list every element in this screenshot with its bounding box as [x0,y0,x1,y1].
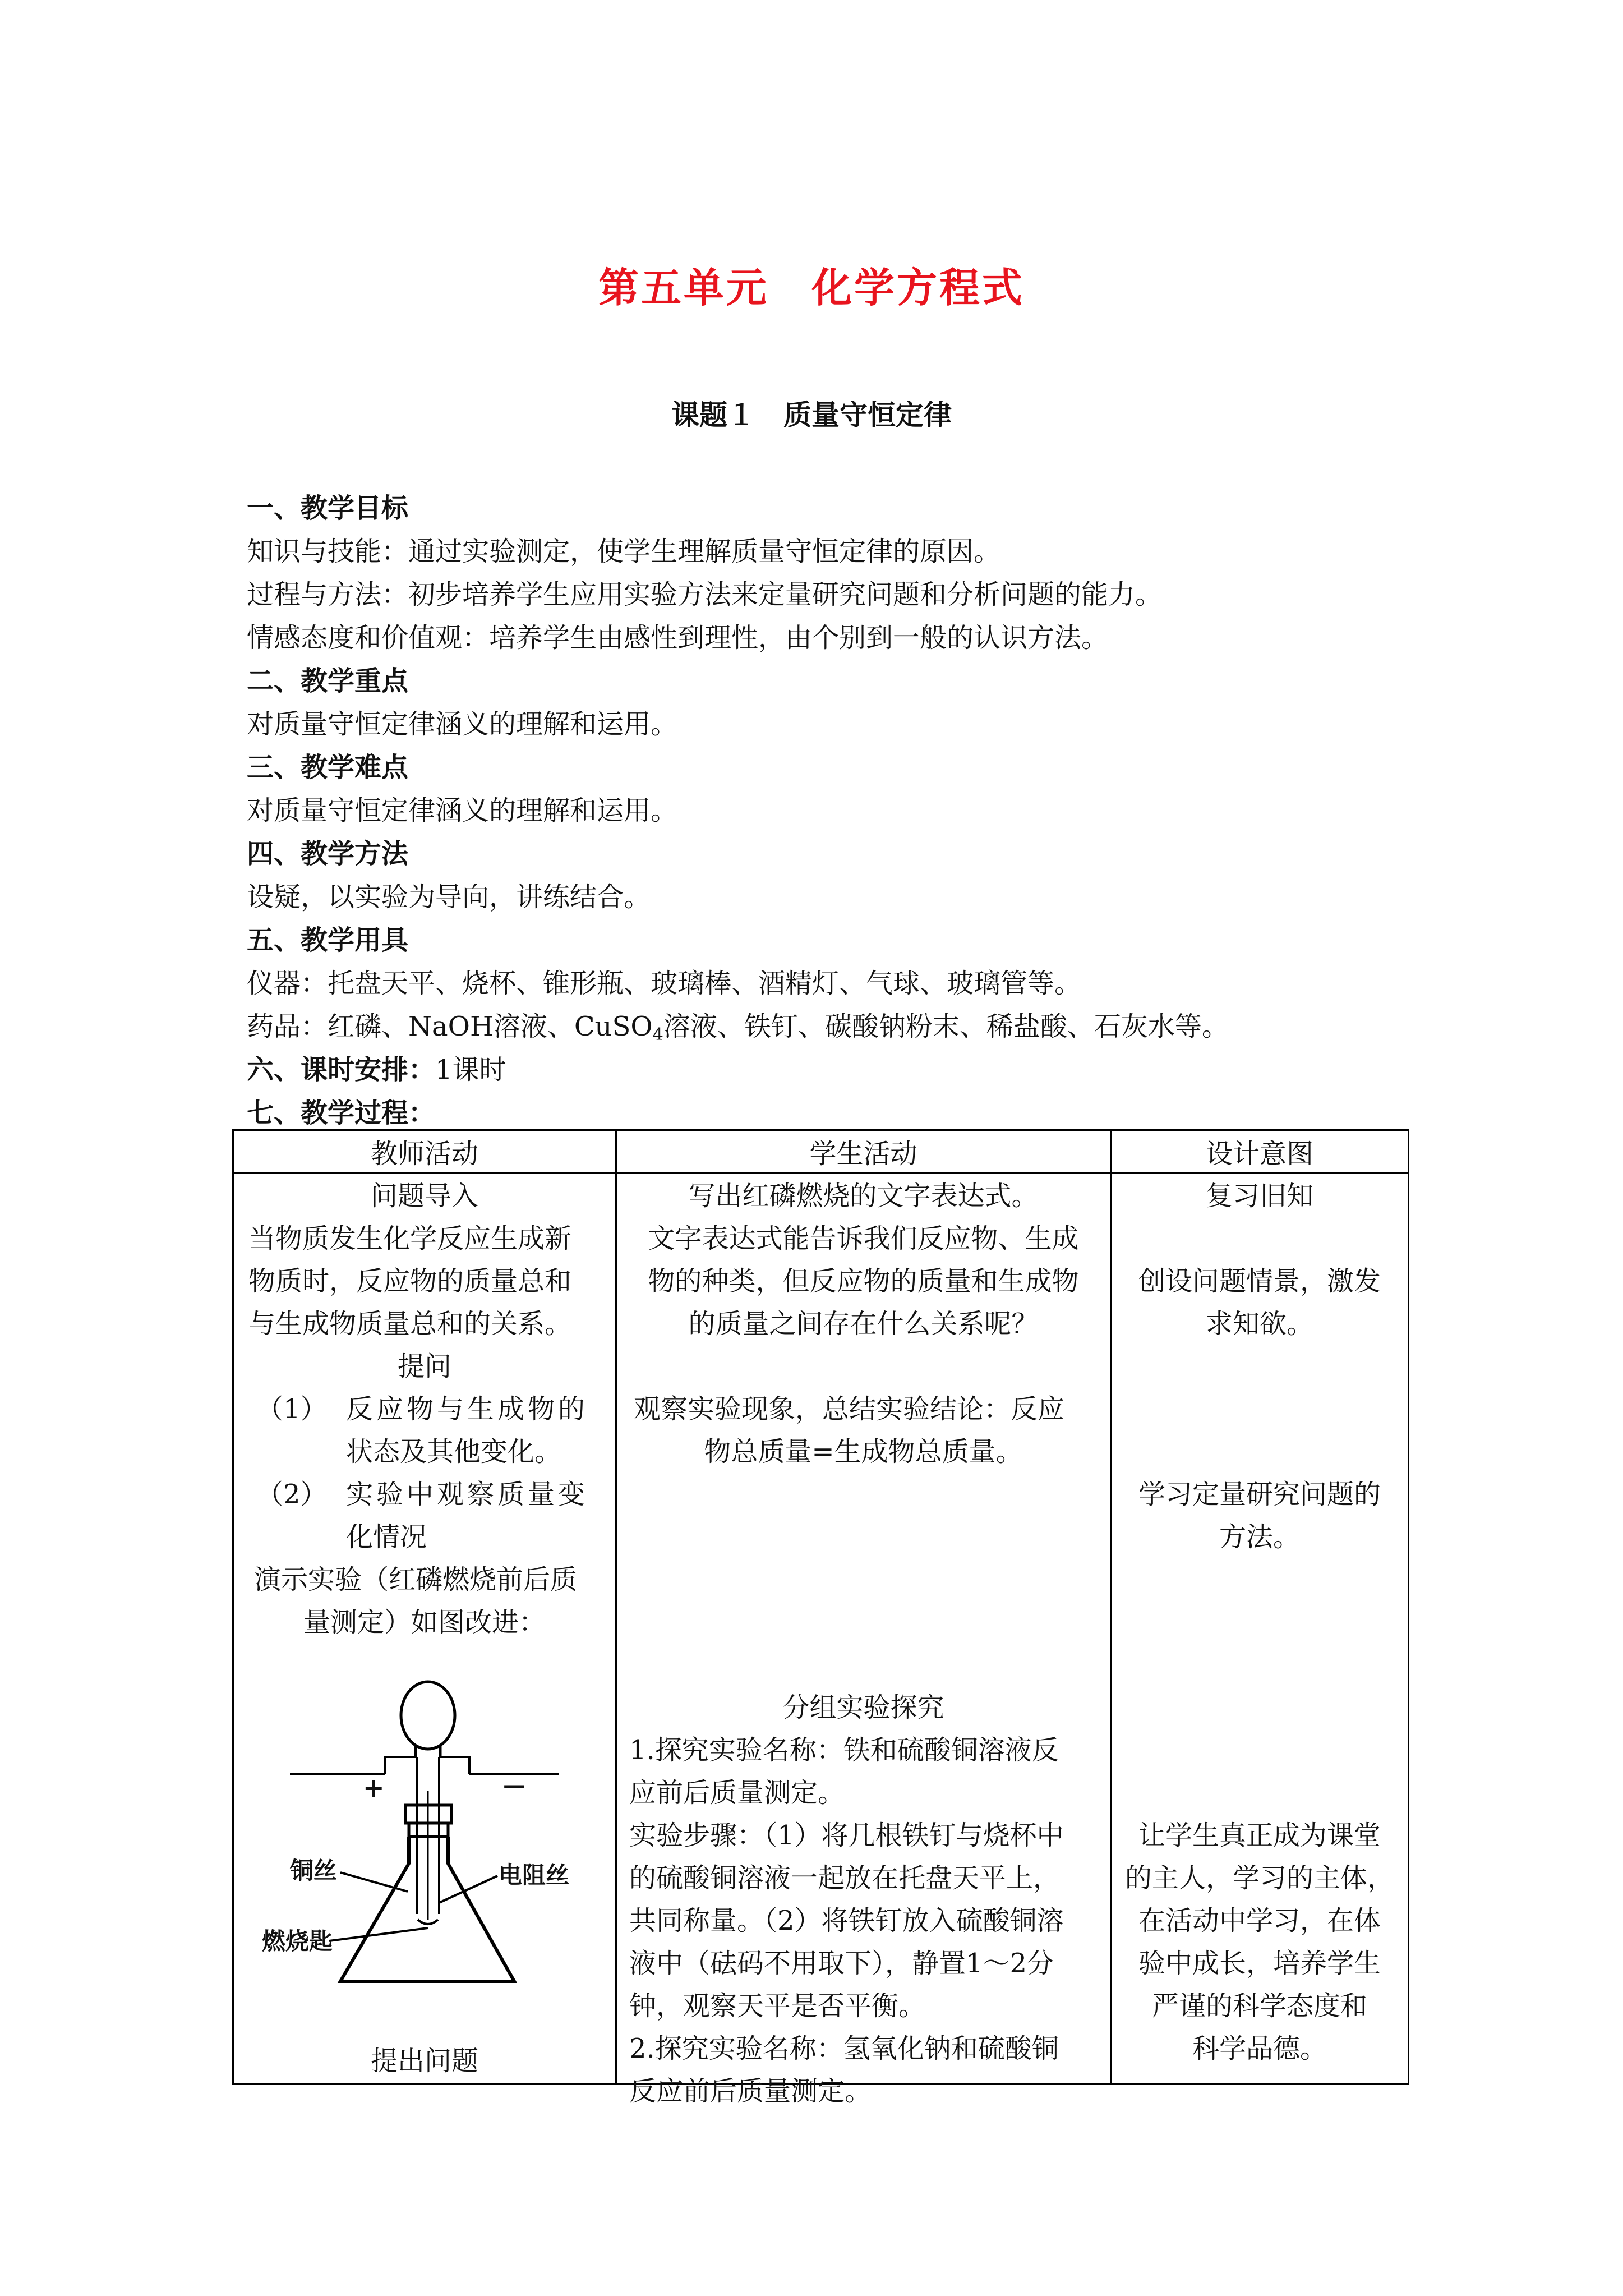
teacher-line: 状态及其他变化。 [346,1436,562,1467]
student-line: 实验步骤：（1）将几根铁钉与烧杯中 [629,1820,1064,1851]
key-point: 对质量守恒定律涵义的理解和运用。 [247,708,678,740]
copper-wire-label: 铜丝 [290,1857,338,1884]
intent-line: 的主人，学习的主体， [1124,1862,1394,1894]
tools-instruments: 仪器：托盘天平、烧杯、锥形瓶、玻璃棒、酒精灯、气球、玻璃管等。 [247,968,1082,999]
teacher-line: 提出问题 [370,2045,478,2077]
teacher-line: 量测定）如图改进： [303,1607,546,1638]
plus-terminal: + [363,1773,385,1803]
difficulty-point: 对质量守恒定律涵义的理解和运用。 [247,795,678,826]
teacher-cell [233,1173,616,2084]
student-line: 钟，观察天平是否平衡。 [629,1990,926,2022]
student-line: 文字表达式能告诉我们反应物、生成 [648,1223,1079,1254]
process-table [232,1129,1409,2107]
lesson-plan-body [247,487,1424,1135]
teacher-line: 反应物与生成物的 [346,1393,589,1425]
goal-attitude: 情感态度和价值观：培养学生由感性到理性，由个别到一般的认识方法。 [247,622,1109,654]
teacher-line: （2） [256,1479,328,1510]
lesson-title: 课题１ 质量守恒定律 [671,399,952,431]
teacher-line: 化情况 [346,1521,427,1553]
reagents-text-a: 药品：红磷、NaOH溶液、CuSO [247,1011,653,1042]
section-heading-key: 二、教学重点 [247,665,409,697]
teacher-line: 当物质发生化学反应生成新 [248,1223,572,1254]
student-line: 写出红磷燃烧的文字表达式。 [688,1180,1039,1212]
section-heading-tools: 五、教学用具 [247,924,409,956]
student-line: 物的种类，但反应物的质量和生成物 [648,1266,1079,1297]
reagents-text-b: 溶液、铁钉、碳酸钠粉末、稀盐酸、石灰水等。 [663,1011,1229,1042]
intent-line: 让学生真正成为课堂 [1138,1820,1381,1851]
student-line: 观察实验现象，总结实验结论：反应 [634,1393,1065,1425]
intent-line: 创设问题情景，激发 [1138,1266,1381,1297]
time-value: 1课时 [435,1054,506,1085]
teacher-line: 提问 [397,1351,451,1382]
header-intent: 设计意图 [1111,1130,1409,1173]
student-line: 物总质量=生成物总质量。 [704,1436,1023,1467]
student-line: 应前后质量测定。 [629,1777,845,1809]
header-teacher: 教师活动 [233,1130,616,1173]
intent-line: 科学品德。 [1192,2033,1327,2064]
intent-line: 方法。 [1219,1521,1300,1553]
spoon-label: 燃烧匙 [262,1927,333,1955]
intent-line: 验中成长，培养学生 [1138,1948,1381,1979]
intent-line: 求知欲。 [1205,1308,1313,1340]
section-heading-process: 七、教学过程： [247,1097,436,1129]
intent-cell [1111,1173,1409,2084]
section-heading-difficulty: 三、教学难点 [247,752,409,783]
student-line: 2.探究实验名称：氢氧化钠和硫酸铜 [629,2033,1059,2064]
teacher-line: 实验中观察质量变 [346,1479,589,1510]
teacher-line: （1） [256,1393,328,1425]
student-line: 的硫酸铜溶液一起放在托盘天平上， [629,1862,1061,1894]
student-line: 分组实验探究 [782,1692,944,1723]
document-title: 第五单元 化学方程式 [598,264,1025,311]
intent-line: 严谨的科学态度和 [1151,1990,1367,2022]
student-line: 1.探究实验名称：铁和硫酸铜溶液反 [629,1734,1059,1766]
teacher-line: 问题导入 [370,1180,478,1212]
student-line: 液中（砝码不用取下），静置1～2分 [629,1948,1054,1979]
teaching-method: 设疑，以实验为导向，讲练结合。 [247,881,651,913]
reagents-subscript: 4 [652,1025,663,1045]
resistance-wire-label: 电阻丝 [499,1861,570,1889]
student-cell [616,1173,1111,2107]
teacher-line: 物质时，反应物的质量总和 [248,1266,572,1297]
student-line: 反应前后质量测定。 [629,2076,872,2107]
header-student: 学生活动 [616,1130,1111,1173]
minus-terminal: — [503,1773,525,1798]
section-heading-time: 六、课时安排： [247,1054,436,1085]
student-line: 的质量之间存在什么关系呢？ [688,1308,1039,1340]
section-heading-goals: 一、教学目标 [247,493,409,524]
intent-line: 在活动中学习，在体 [1138,1905,1381,1936]
table-row [233,1173,1409,2084]
intent-line: 复习旧知 [1205,1180,1313,1212]
student-line: 共同称量。（2）将铁钉放入硫酸铜溶 [629,1905,1064,1936]
table-header-row [233,1130,1409,1173]
red-phosphorus-apparatus [262,1678,582,1993]
goal-knowledge: 知识与技能：通过实验测定，使学生理解质量守恒定律的原因。 [247,536,1001,567]
tools-reagents [247,1005,1424,1048]
teacher-line: 演示实验（红磷燃烧前后质 [254,1564,578,1595]
section-heading-method: 四、教学方法 [247,838,409,869]
teacher-line: 与生成物质量总和的关系。 [248,1308,572,1340]
goal-process: 过程与方法：初步培养学生应用实验方法来定量研究问题和分析问题的能力。 [247,579,1163,610]
intent-line: 学习定量研究问题的 [1138,1479,1381,1510]
time-row [247,1048,1424,1092]
